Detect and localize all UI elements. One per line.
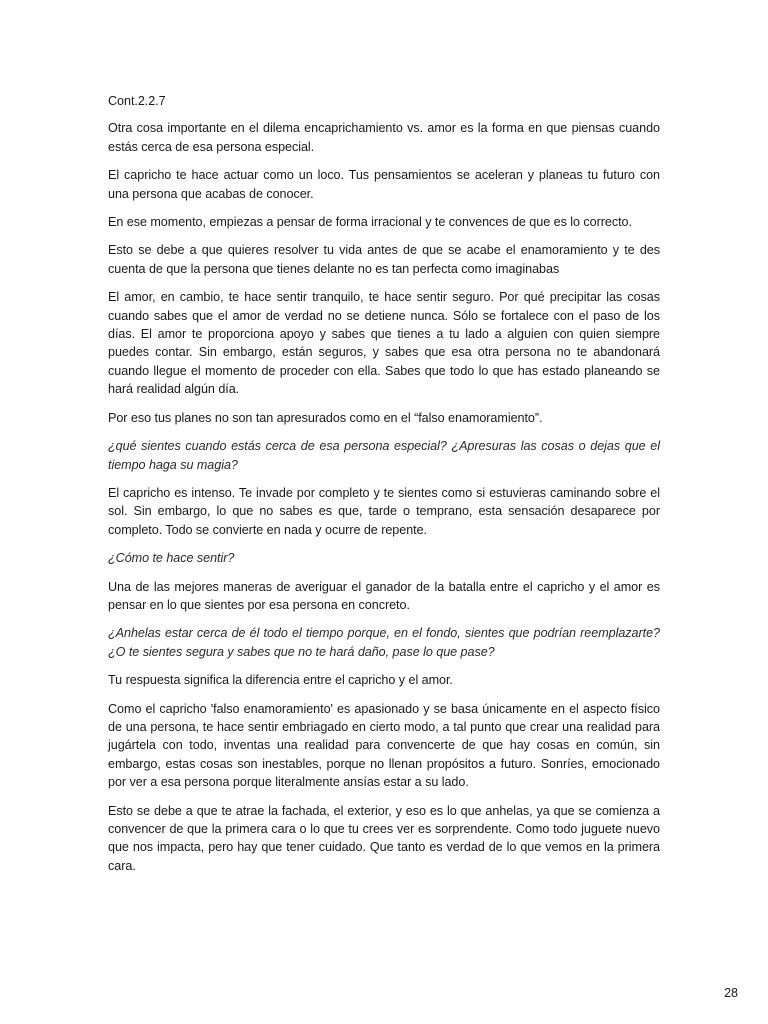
- paragraph-4: Esto se debe a que quieres resolver tu vida antes de que se acabe el enamoramiento y te des cuenta de que la persona que tienes delante no es tan perfecta como imaginabas: [108, 243, 660, 276]
- paragraph-13: Como el capricho 'falso enamoramiento' es apasionado y se basa únicamente en el aspecto físico de una persona, te hace sentir embriagado en cierto modo, a tal punto que crear una realidad para jugártela con todo, inventas una realidad para convencerte de que hay cosas en común, sin embargo, estas cosas son inestables, porque no llenan propósitos a futuro. Sonríes, emocionado por ver a esa persona porque literalmente ansías estar a su lado.: [108, 701, 660, 790]
- paragraph-5: El amor, en cambio, te hace sentir tranquilo, te hace sentir seguro. Por qué precipitar las cosas cuando sabes que el amor de verdad no se detiene nunca. Sólo se fortalece con el paso de los días. El amor te proporciona apoyo y sabes que tienes a tu lado a alguien con quien siempre puedes contar. Sin embargo, están seguros, y sabes que esa otra persona no te abandonará cuando llegue el momento de proceder con ella. Sabes que todo lo que has estado planeando se hará realidad algún día.: [108, 290, 660, 397]
- question-paragraph-3: ¿Anhelas estar cerca de él todo el tiempo porque, en el fondo, sientes que podrían reemplazarte? ¿O te sientes segura y sabes que no te hará daño, pase lo que pase?: [108, 626, 660, 659]
- paragraph-3: En ese momento, empiezas a pensar de forma irracional y te convences de que es lo correcto.: [108, 215, 632, 230]
- question-paragraph-2: ¿Cómo te hace sentir?: [108, 551, 235, 566]
- paragraph-14: Esto se debe a que te atrae la fachada, el exterior, y eso es lo que anhelas, ya que se comienza a convencer de que la primera cara o lo que tu crees ver es sorprendente. Como todo juguete nuevo que nos impacta, pero hay que tener cuidado. Que tanto es verdad de lo que vemos en la primera cara.: [108, 803, 660, 873]
- paragraph-6: Por eso tus planes no son tan apresurados como en el “falso enamoramiento”.: [108, 410, 543, 425]
- paragraph-12: Tu respuesta significa la diferencia entre el capricho y el amor.: [108, 673, 453, 688]
- document-page: [108, 92, 660, 885]
- paragraph-2: El capricho te hace actuar como un loco. Tus pensamientos se aceleran y planeas tu futuro con una persona que acabas de conocer.: [108, 168, 660, 201]
- paragraph-8: El capricho es intenso. Te invade por completo y te sientes como si estuvieras caminando sobre el sol. Sin embargo, lo que no sabes es que, tarde o temprano, esta sensación desaparece por completo. Todo se convierte en nada y ocurre de repente.: [108, 485, 660, 537]
- paragraph-10: Una de las mejores maneras de averiguar el ganador de la batalla entre el capricho y el amor es pensar en lo que sientes por esa persona en concreto.: [108, 579, 660, 612]
- page-number: 28: [724, 986, 738, 1000]
- section-heading: Cont.2.2.7: [108, 94, 166, 108]
- paragraph-1: Otra cosa importante en el dilema encaprichamiento vs. amor es la forma en que piensas cuando estás cerca de esa persona especial.: [108, 121, 660, 154]
- question-paragraph-1: ¿qué sientes cuando estás cerca de esa persona especial? ¿Apresuras las cosas o dejas que el tiempo haga su magia?: [108, 439, 660, 472]
